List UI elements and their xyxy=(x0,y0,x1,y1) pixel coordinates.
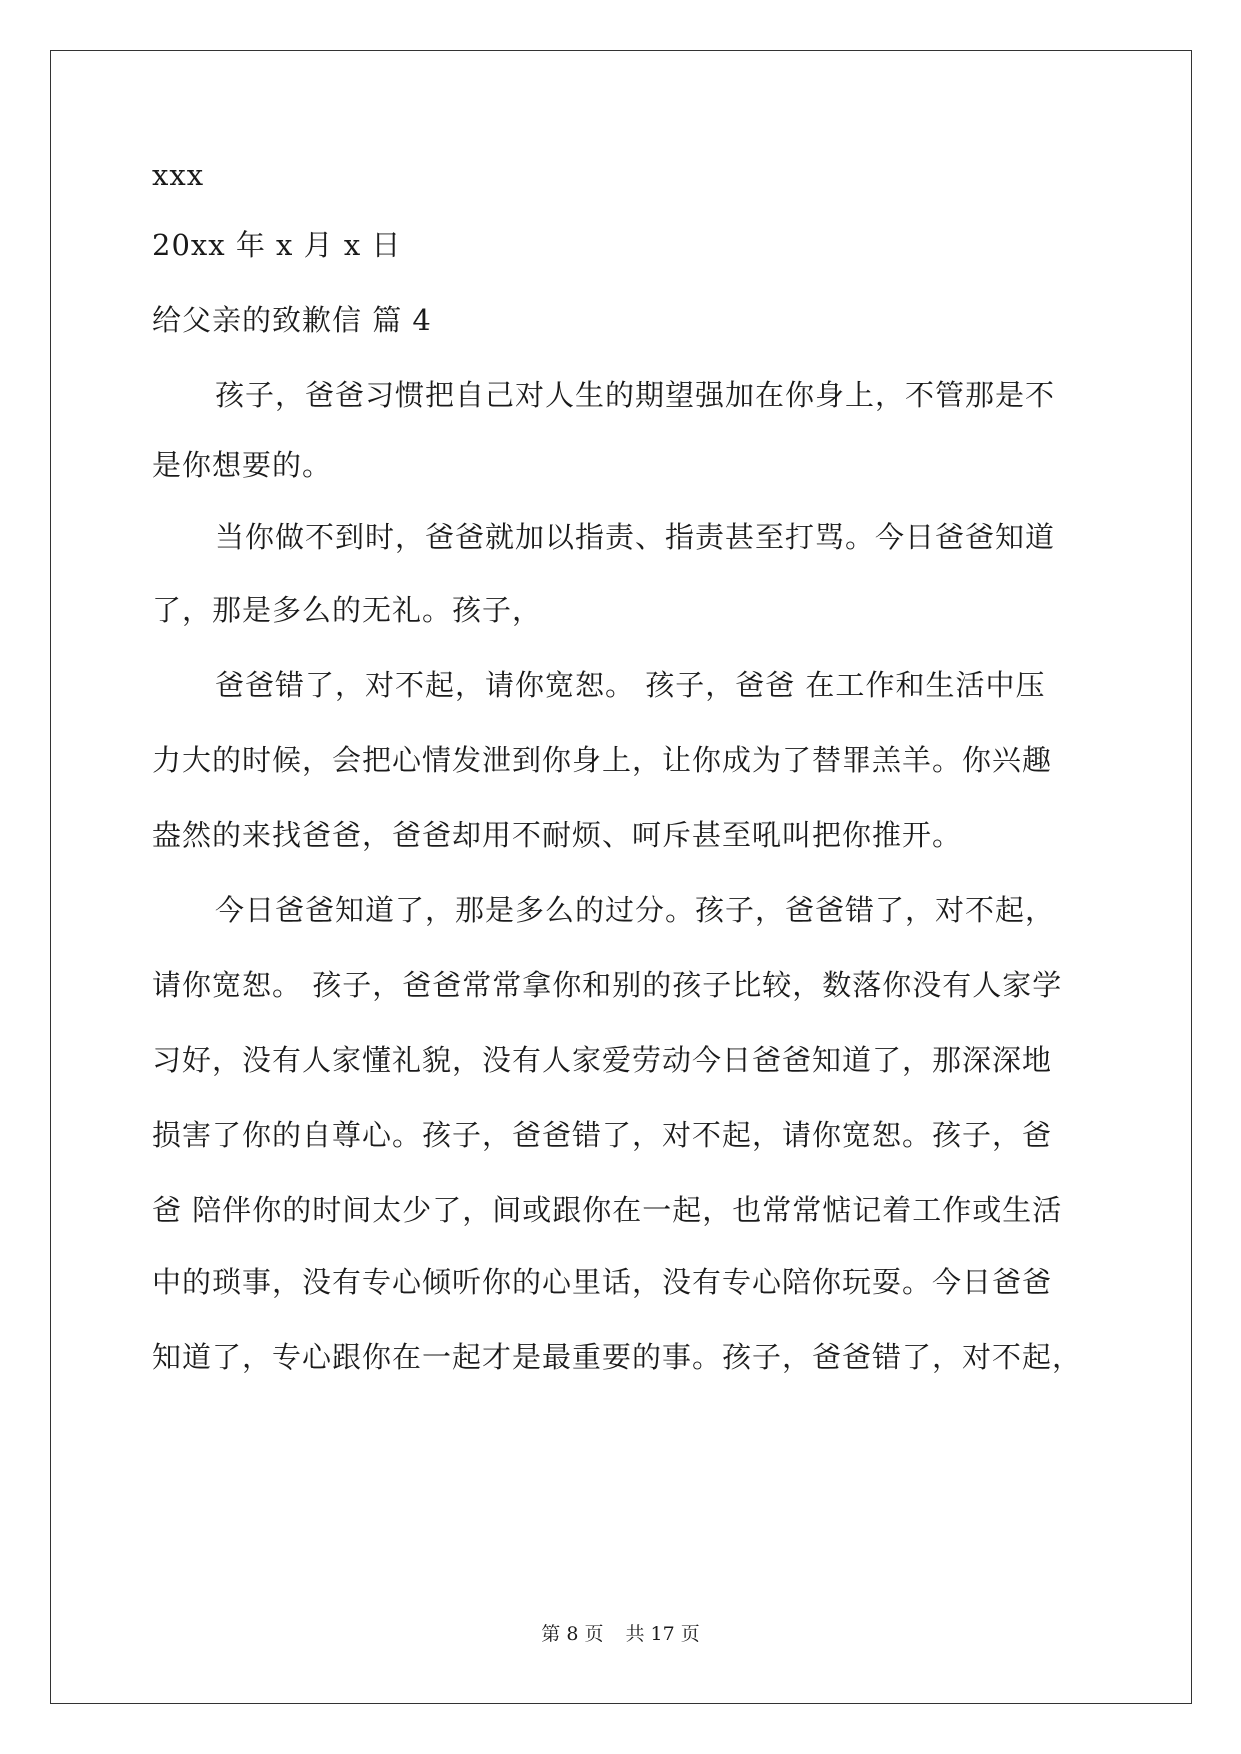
body-line: 爸爸错了，对不起，请你宽恕。 孩子，爸爸 在工作和生活中压 xyxy=(215,668,1046,702)
body-line: 盎然的来找爸爸，爸爸却用不耐烦、呵斥甚至吼叫把你推开。 xyxy=(152,818,963,852)
page-total: 共 17 页 xyxy=(625,1623,700,1645)
signature-name: xxx xyxy=(152,158,205,192)
body-line: 力大的时候，会把心情发泄到你身上，让你成为了替罪羔羊。你兴趣 xyxy=(152,743,1053,777)
body-line: 习好，没有人家懂礼貌，没有人家爱劳动今日爸爸知道了，那深深地 xyxy=(152,1043,1053,1077)
page-footer xyxy=(0,1622,1241,1646)
body-line: 损害了你的自尊心。孩子，爸爸错了，对不起，请你宽恕。孩子，爸 xyxy=(152,1118,1053,1152)
body-line: 爸 陪伴你的时间太少了，间或跟你在一起，也常常惦记着工作或生活 xyxy=(152,1193,1063,1227)
body-line: 孩子，爸爸习惯把自己对人生的期望强加在你身上，不管那是不 xyxy=(215,378,1056,412)
body-line: 今日爸爸知道了，那是多么的过分。孩子，爸爸错了，对不起， xyxy=(215,893,1056,927)
page-number: 第 8 页 xyxy=(541,1623,604,1645)
body-line: 了，那是多么的无礼。孩子， xyxy=(152,593,543,627)
body-line: 是你想要的。 xyxy=(152,448,333,482)
signature-date: 20xx 年 x 月 x 日 xyxy=(152,228,402,262)
body-line: 知道了，专心跟你在一起才是最重要的事。孩子，爸爸错了，对不起， xyxy=(152,1340,1083,1374)
body-line: 请你宽恕。 孩子，爸爸常常拿你和别的孩子比较，数落你没有人家学 xyxy=(152,968,1063,1002)
body-line: 当你做不到时，爸爸就加以指责、指责甚至打骂。今日爸爸知道 xyxy=(215,520,1056,554)
body-line: 中的琐事，没有专心倾听你的心里话，没有专心陪你玩耍。今日爸爸 xyxy=(152,1265,1053,1299)
section-heading: 给父亲的致歉信 篇 4 xyxy=(152,303,432,337)
page-border xyxy=(50,50,1192,1704)
